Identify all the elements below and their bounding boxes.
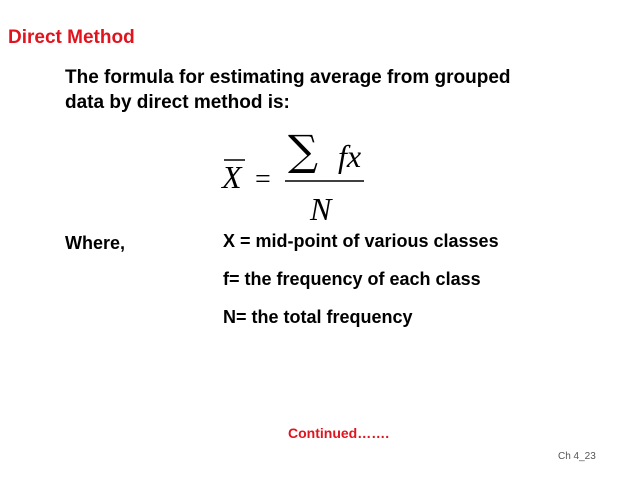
definition-f: f= the frequency of each class bbox=[223, 269, 481, 289]
intro-line-1: The formula for estimating average from grouped bbox=[65, 67, 511, 88]
formula-equals: = bbox=[255, 164, 271, 195]
formula-graphic bbox=[210, 125, 380, 230]
formula-denominator: N bbox=[310, 191, 332, 227]
sigma-symbol: ∑ bbox=[288, 126, 318, 175]
intro-text bbox=[65, 65, 605, 115]
slide-heading: Direct Method bbox=[8, 27, 135, 48]
formula-numerator: fx bbox=[338, 138, 362, 174]
mean-formula bbox=[210, 125, 380, 230]
where-label: Where, bbox=[65, 233, 126, 253]
intro-line-2: data by direct method is: bbox=[65, 92, 290, 113]
definition-x: X = mid-point of various classes bbox=[223, 231, 499, 251]
definitions-list bbox=[223, 230, 499, 344]
slide-number: Ch 4_23 bbox=[558, 451, 596, 462]
formula-lhs: X bbox=[222, 159, 242, 195]
continued-label: Continued……. bbox=[288, 425, 390, 441]
definition-n: N= the total frequency bbox=[223, 307, 413, 327]
